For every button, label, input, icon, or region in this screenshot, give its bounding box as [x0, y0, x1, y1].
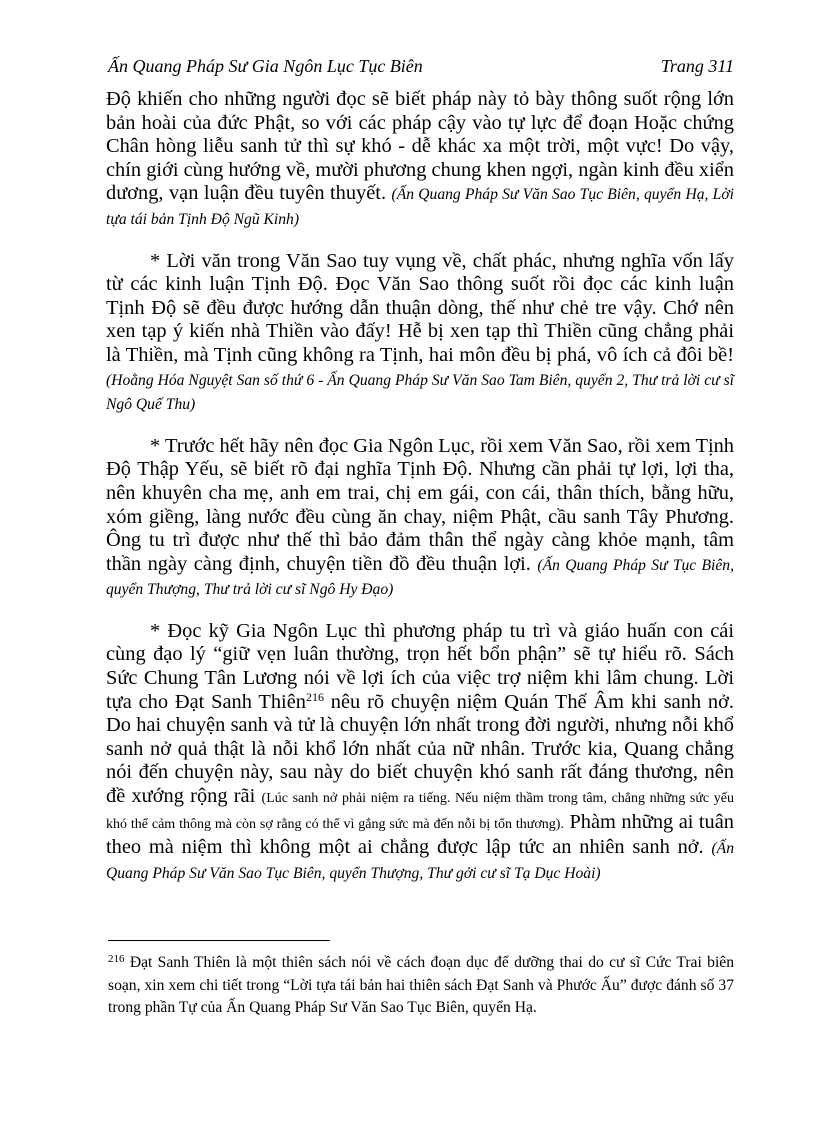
paragraph-4-citation: (Ấn Quang Pháp Sư Văn Sao Tục Biên, quyển Thượng, Thư gởi cư sĩ Tạ Dục Hoài)	[106, 840, 734, 882]
footnote-number: 216	[108, 953, 125, 965]
paragraph-4-text-a: * Đọc kỹ Gia Ngôn Lục thì phương pháp tu trì và giáo huấn con cái cùng đạo lý “giữ vẹn luân thường, trọn hết bổn phận” sẽ tự hiểu rõ. Sách Sức Chung Tân Lương nói về lợi ích của việc trợ niệm khi lâm chung. Lời tựa cho Đạt Sanh Thiên	[106, 619, 734, 713]
paragraph-3	[106, 435, 734, 602]
paragraph-1-citation: (Ấn Quang Pháp Sư Văn Sao Tục Biên, quyển Hạ, Lời tựa tái bản Tịnh Độ Ngũ Kinh)	[106, 186, 734, 228]
footnote-reference[interactable]: 216	[305, 689, 324, 704]
footnote	[108, 952, 734, 1020]
paragraph-3-citation: (Ấn Quang Pháp Sư Tục Biên, quyển Thượng, Thư trả lời cư sĩ Ngô Hy Đạo)	[106, 556, 734, 599]
paragraph-3-text: * Trước hết hãy nên đọc Gia Ngôn Lục, rồi xem Văn Sao, rồi xem Tịnh Độ Thập Yếu, sẽ biết rõ đại nghĩa Tịnh Độ. Nhưng cần phải tự lợi, lợi tha, nên khuyên cha mẹ, anh em trai, chị em gái, con cái, thân thích, bằng hữu, xóm giềng, làng nước đều cùng ăn chay, niệm Phật, cầu sanh Tây Phương. Ông tu trì được như thế thì bảo đảm thân thể ngày càng khỏe mạnh, tâm thần ngày càng định, chuyện tiền đồ đều thuận lợi.	[106, 434, 734, 575]
paragraph-4-text-c: Phàm những ai tuân theo mà niệm thì không một ai chẳng được lập tức an nhiên sanh nở.	[106, 810, 734, 859]
paragraph-2-citation: (Hoằng Hóa Nguyệt San số thứ 6 - Ấn Quang Pháp Sư Văn Sao Tam Biên, quyển 2, Thư trả lời cư sĩ Ngô Quế Thu)	[106, 371, 734, 414]
paragraph-1	[106, 88, 734, 232]
page-number: Trang 311	[660, 56, 734, 76]
paragraph-4-text-b: nêu rõ chuyện niệm Quán Thế Âm khi sanh nở. Do hai chuyện sanh và tử là chuyện lớn nhất trong đời người, nhưng nỗi khổ sanh nở quả thật là nỗi khổ lớn nhất của nữ nhân. Trước kia, Quang chẳng nói đến chuyện này, sau này do biết chuyện khó sanh rất đáng thương, nên đề xướng rộng rãi	[106, 690, 734, 808]
paragraph-2-text: * Lời văn trong Văn Sao tuy vụng về, chất phác, nhưng nghĩa vốn lấy từ các kinh luận Tịnh Độ. Đọc Văn Sao thông suốt rồi đọc các kinh luận Tịnh Độ sẽ đều được hướng dẫn thuận dòng, thế như chẻ tre vậy. Chớ nên xen tạp ý kiến nhà Thiền vào đấy! Hễ bị xen tạp thì Thiền cũng chẳng phải là Thiền, mà Tịnh cũng không ra Tịnh, hai môn đều bị phá, vô ích cả đôi bề!	[106, 249, 734, 366]
body-text	[106, 88, 734, 903]
footnote-text: Đạt Sanh Thiên là một thiên sách nói về cách đoạn dục để dưỡng thai do cư sĩ Cức Trai biên soạn, xin xem chi tiết trong “Lời tựa tái bản hai thiên sách Đạt Sanh và Phước Ấu” được đánh số 37 trong phần Tự của Ấn Quang Pháp Sư Văn Sao Tục Biên, quyển Hạ.	[108, 954, 734, 1017]
header-title: Ấn Quang Pháp Sư Gia Ngôn Lục Tục Biên	[108, 56, 423, 76]
paragraph-1-text: Độ khiến cho những người đọc sẽ biết pháp này tỏ bày thông suốt rộng lớn bản hoài của đức Phật, so với các pháp cậy vào tự lực để đoạn Hoặc chứng Chân hòng liễu sanh tử thì sự khó - dễ khác xa một trời, một vực! Do vậy, chín giới cùng hướng về, mười phương chung khen ngợi, ngàn kinh đều xiển dương, vạn luận đều tuyên thuyết.	[106, 88, 734, 205]
paragraph-2	[106, 250, 734, 417]
footnote-separator	[108, 940, 330, 941]
paragraph-4	[106, 620, 734, 886]
paragraph-4-note: (Lúc sanh nở phải niệm ra tiếng. Nếu niệm thầm trong tâm, chẳng những sức yếu khó thể cảm thông mà còn sợ rằng có thể vì gắng sức mà đến nỗi bị tổn thương).	[106, 791, 734, 832]
